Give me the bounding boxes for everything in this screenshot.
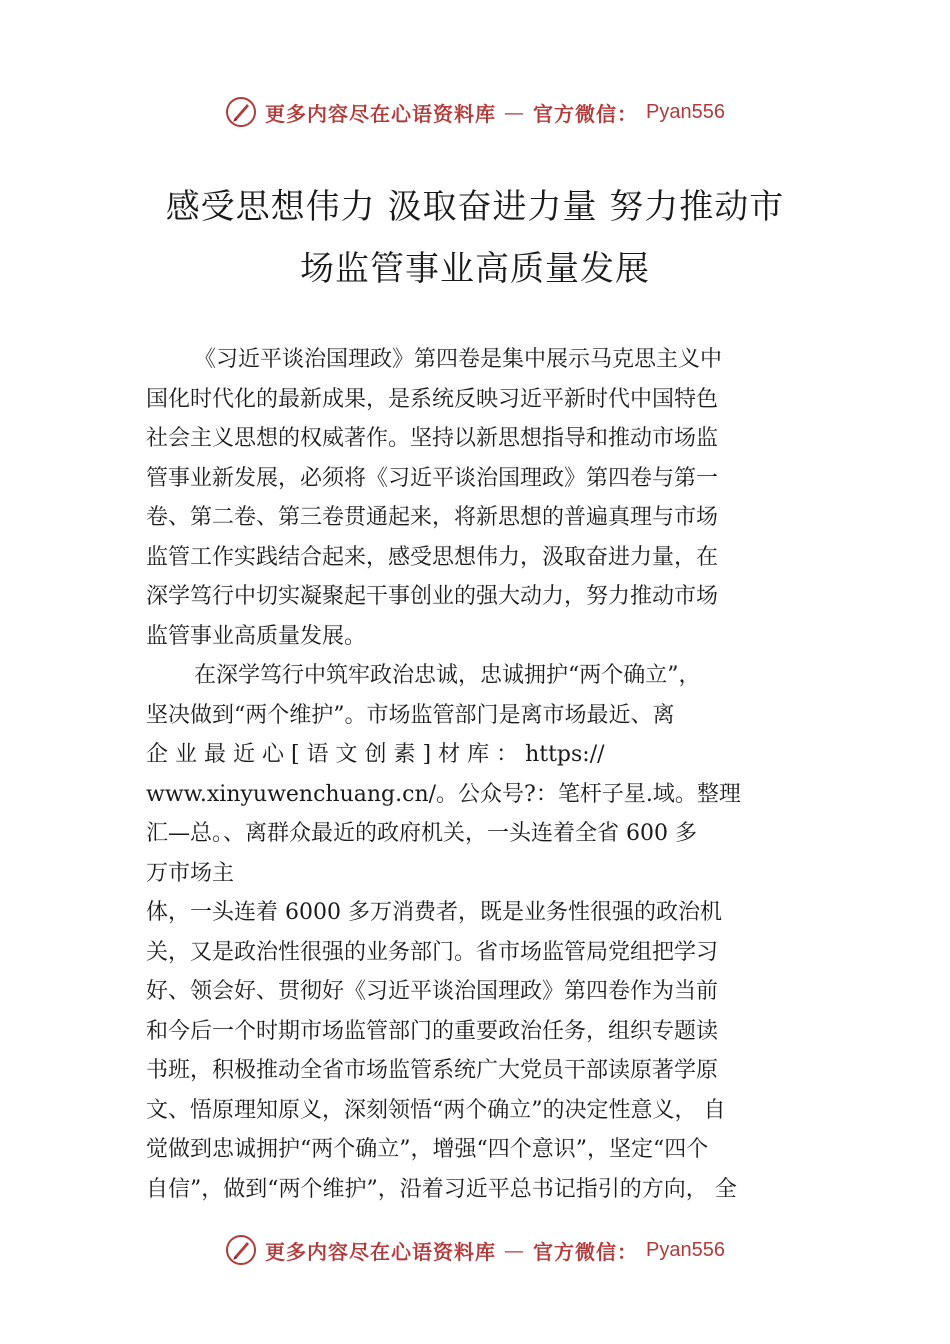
watermark-wechat-id: Pyan556 [646, 1238, 725, 1261]
body-line: 和今后一个时期市场监管部门的重要政治任务，组织专题读 [146, 1018, 719, 1044]
watermark-site-name: 更多内容尽在心语资料库 [265, 101, 497, 126]
body-line: 觉做到忠诚拥护“两个确立”，增强“四个意识”，坚定“四个 [146, 1137, 709, 1162]
watermark-dash: — [504, 1238, 526, 1262]
body-line: 《习近平谈治国理政》第四卷是集中展示马克思主义中 [194, 347, 723, 372]
document-title-line-1: 感受思想伟力 汲取奋进力量 努力推动市 [165, 187, 785, 227]
footer-watermark [0, 1234, 950, 1266]
body-line: 深学笃行中切实凝聚起干事创业的强大动力，努力推动市场 [146, 584, 719, 609]
quill-logo-icon [225, 96, 257, 128]
body-line: 关，又是政治性很强的业务部门。省市场监管局党组把学习 [146, 939, 719, 965]
body-line: 卷、第二卷、第三卷贯通起来，将新思想的普遍真理与市场 [146, 505, 719, 530]
watermark-wechat-id: Pyan556 [646, 100, 725, 123]
body-line: 汇—总。、离群众最近的政府机关，一头连着全省 600 多 [146, 821, 697, 846]
document-title-line-2: 场监管事业高质量发展 [300, 249, 650, 289]
body-line: 企 业 最 近 心 [ 语 文 创 素 ] 材 库 ： https:// [146, 742, 605, 767]
body-line: 体，一头连着 6000 多万消费者，既是业务性很强的政治机 [146, 900, 722, 925]
body-line: 好、领会好、贯彻好《习近平谈治国理政》第四卷作为当前 [146, 979, 719, 1004]
quill-logo-icon [225, 1234, 257, 1266]
body-line: 管事业新发展，必须将《习近平谈治国理政》第四卷与第一 [146, 465, 719, 491]
body-line: 监管工作实践结合起来，感受思想伟力，汲取奋进力量，在 [146, 544, 719, 570]
watermark-site-name: 更多内容尽在心语资料库 [265, 1239, 497, 1264]
watermark-wechat-label: 官方微信： [533, 101, 639, 126]
body-line: 国化时代化的最新成果，是系统反映习近平新时代中国特色 [146, 386, 719, 412]
body-line: www.xinyuwenchuang.cn/。公众号?：笔杆子星.域。整理 [146, 781, 741, 807]
body-line: 书班，积极推动全省市场监管系统广大党员干部读原著学原 [146, 1058, 719, 1083]
body-line: 社会主义思想的权威著作。坚持以新思想指导和推动市场监 [146, 426, 719, 451]
body-line: 监管事业高质量发展。 [146, 623, 367, 649]
header-watermark [0, 96, 950, 128]
document-body [146, 340, 808, 1209]
body-line: 自信”，做到“两个维护”，沿着习近平总书记指引的方向， 全 [146, 1176, 737, 1202]
body-line: 文、悟原理知原义，深刻领悟“两个确立”的决定性意义， 自 [146, 1097, 726, 1123]
body-line: 在深学笃行中筑牢政治忠诚，忠诚拥护“两个确立”， [194, 663, 701, 688]
body-line: 坚决做到“两个维护”。市场监管部门是离市场最近、离 [146, 702, 675, 728]
watermark-wechat-label: 官方微信： [533, 1239, 639, 1264]
watermark-dash: — [504, 100, 526, 124]
body-line: 万市场主 [146, 860, 235, 886]
